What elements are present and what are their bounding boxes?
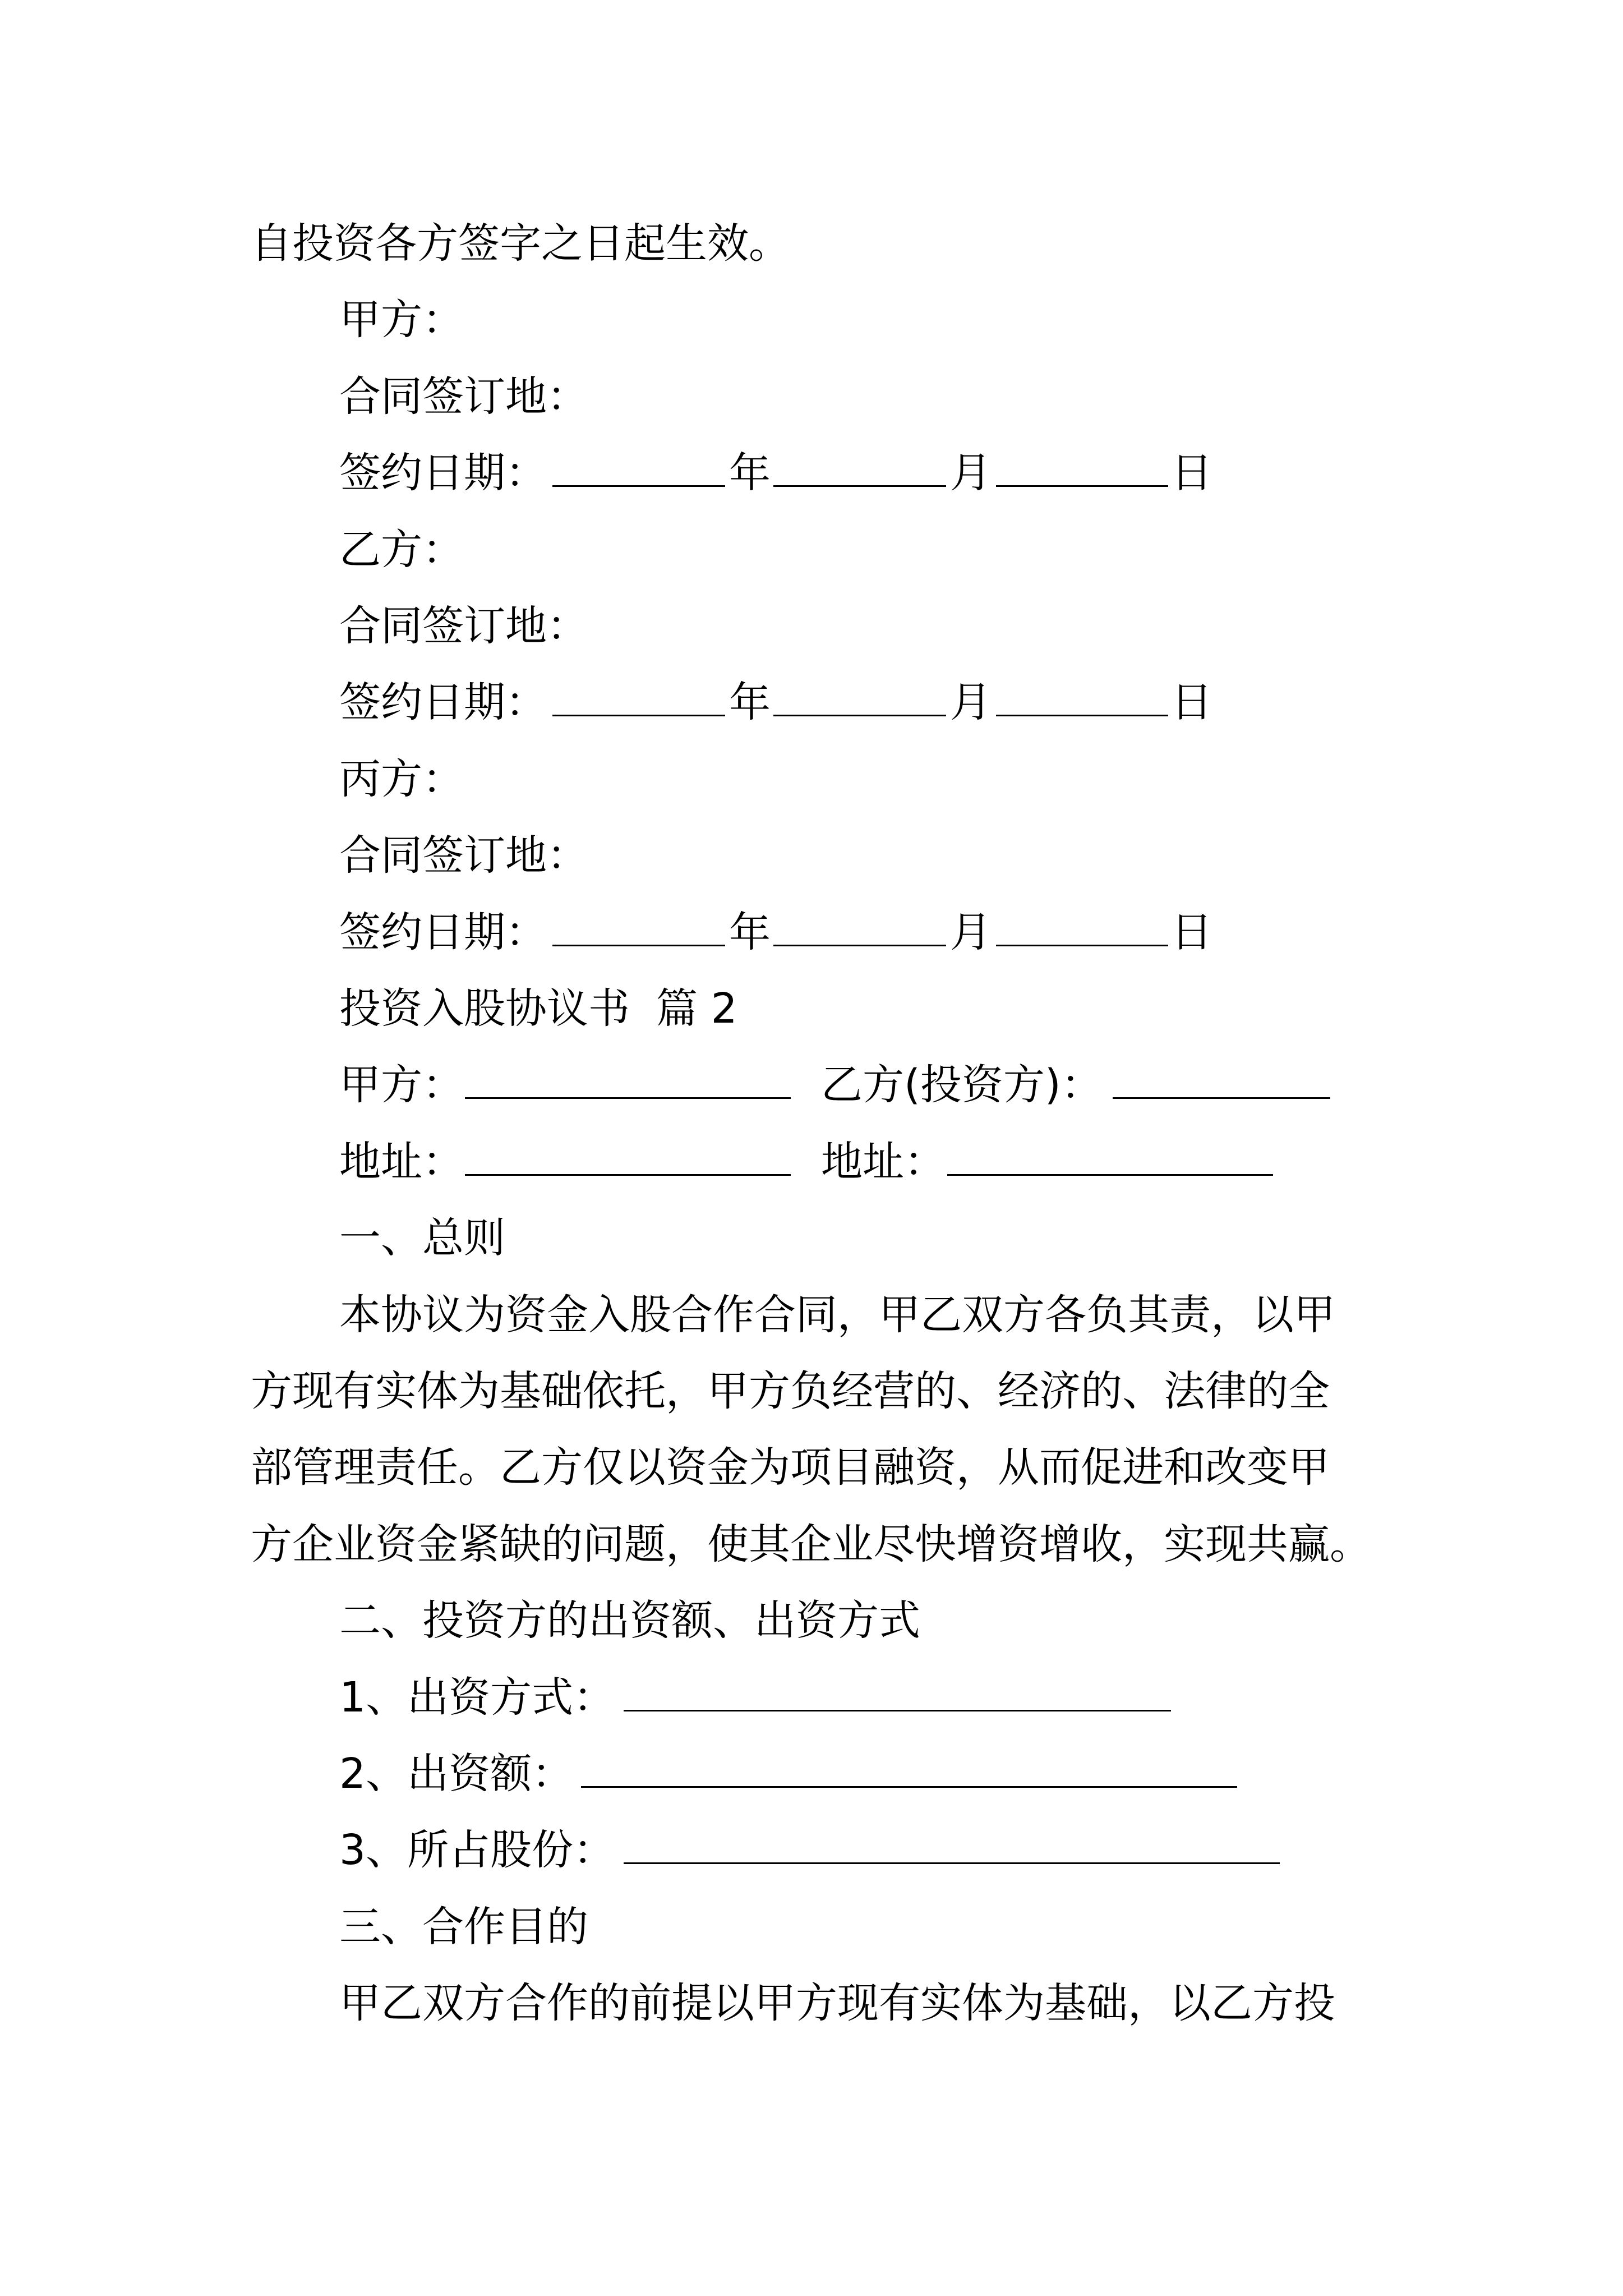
year-unit: 年: [729, 678, 771, 726]
year-unit: 年: [729, 908, 771, 956]
item-label: 2、出资额：: [339, 1750, 574, 1798]
signatory-b-party-label: 乙方：: [339, 526, 464, 574]
signatory-a-place-label: 合同签订地：: [339, 372, 588, 421]
paragraph-line: 部管理责任。乙方仅以资金为项目融资，从而促进和改变甲: [251, 1443, 1330, 1492]
signatory-a-date-row: [339, 435, 1372, 511]
signatory-a-day-field[interactable]: [996, 452, 1168, 487]
item-contribution-method: [339, 1659, 1372, 1736]
item-label: 1、出资方式：: [339, 1673, 615, 1722]
signatory-c-party-label: 丙方：: [339, 755, 464, 803]
signatory-c-year-field[interactable]: [552, 911, 725, 946]
signatory-a-month-field[interactable]: [773, 452, 946, 487]
section-heading-general: 一、总则: [339, 1214, 505, 1262]
signatory-b-month-field[interactable]: [773, 681, 946, 716]
address-a-field[interactable]: [465, 1140, 791, 1176]
party-b-field[interactable]: [1113, 1064, 1330, 1099]
party-a-field[interactable]: [465, 1064, 791, 1099]
signatory-b-year-field[interactable]: [552, 681, 725, 716]
item-share-percentage: [339, 1812, 1372, 1888]
signatory-a-date-label: 签约日期：: [339, 449, 547, 497]
signatory-c-place-label: 合同签订地：: [339, 831, 588, 880]
day-unit: 日: [1171, 678, 1212, 726]
signatory-b-place-label: 合同签订地：: [339, 602, 588, 650]
signatory-b-day-field[interactable]: [996, 681, 1168, 716]
share-percentage-field[interactable]: [624, 1829, 1280, 1864]
paragraph-line: 本协议为资金入股合作合同，甲乙双方各负其责，以甲: [339, 1291, 1335, 1339]
signatory-c-date-row: [339, 894, 1372, 970]
day-unit: 日: [1171, 908, 1212, 956]
day-unit: 日: [1171, 449, 1212, 497]
party-b-label: 乙方(投资方)：: [821, 1061, 1103, 1109]
signatory-b-date-row: [339, 664, 1372, 740]
address-row: [339, 1124, 1372, 1200]
address-b-label: 地址：: [821, 1138, 946, 1186]
party-a-label: 甲方：: [339, 1061, 464, 1109]
month-unit: 月: [950, 908, 992, 956]
signatory-b-date-label: 签约日期：: [339, 678, 547, 726]
signatory-c-date-label: 签约日期：: [339, 908, 547, 956]
paragraph-line: 甲乙双方合作的前提以甲方现有实体为基础，以乙方投: [339, 1979, 1335, 2027]
signatory-c-day-field[interactable]: [996, 911, 1168, 946]
item-contribution-amount: [339, 1736, 1372, 1812]
month-unit: 月: [950, 678, 992, 726]
contribution-amount-field[interactable]: [581, 1752, 1237, 1788]
continuation-text: 自投资各方签字之日起生效。: [251, 219, 790, 268]
section-heading-investment: 二、投资方的出资额、出资方式: [339, 1596, 920, 1645]
parties-row: [339, 1047, 1372, 1123]
signatory-a-party-label: 甲方：: [339, 296, 464, 344]
month-unit: 月: [950, 449, 992, 497]
section-heading-purpose: 三、合作目的: [339, 1903, 588, 1951]
address-a-label: 地址：: [339, 1138, 464, 1186]
signatory-c-month-field[interactable]: [773, 911, 946, 946]
year-unit: 年: [729, 449, 771, 497]
signatory-a-year-field[interactable]: [552, 452, 725, 487]
agreement-title: 投资入股协议书 篇 2: [339, 984, 737, 1033]
paragraph-line: 方企业资金紧缺的问题，使其企业尽快增资增收，实现共赢。: [251, 1520, 1371, 1568]
address-b-field[interactable]: [947, 1140, 1273, 1176]
contribution-method-field[interactable]: [624, 1676, 1171, 1711]
item-label: 3、所占股份：: [339, 1826, 615, 1874]
paragraph-line: 方现有实体为基础依托，甲方负经营的、经济的、法律的全: [251, 1367, 1330, 1415]
